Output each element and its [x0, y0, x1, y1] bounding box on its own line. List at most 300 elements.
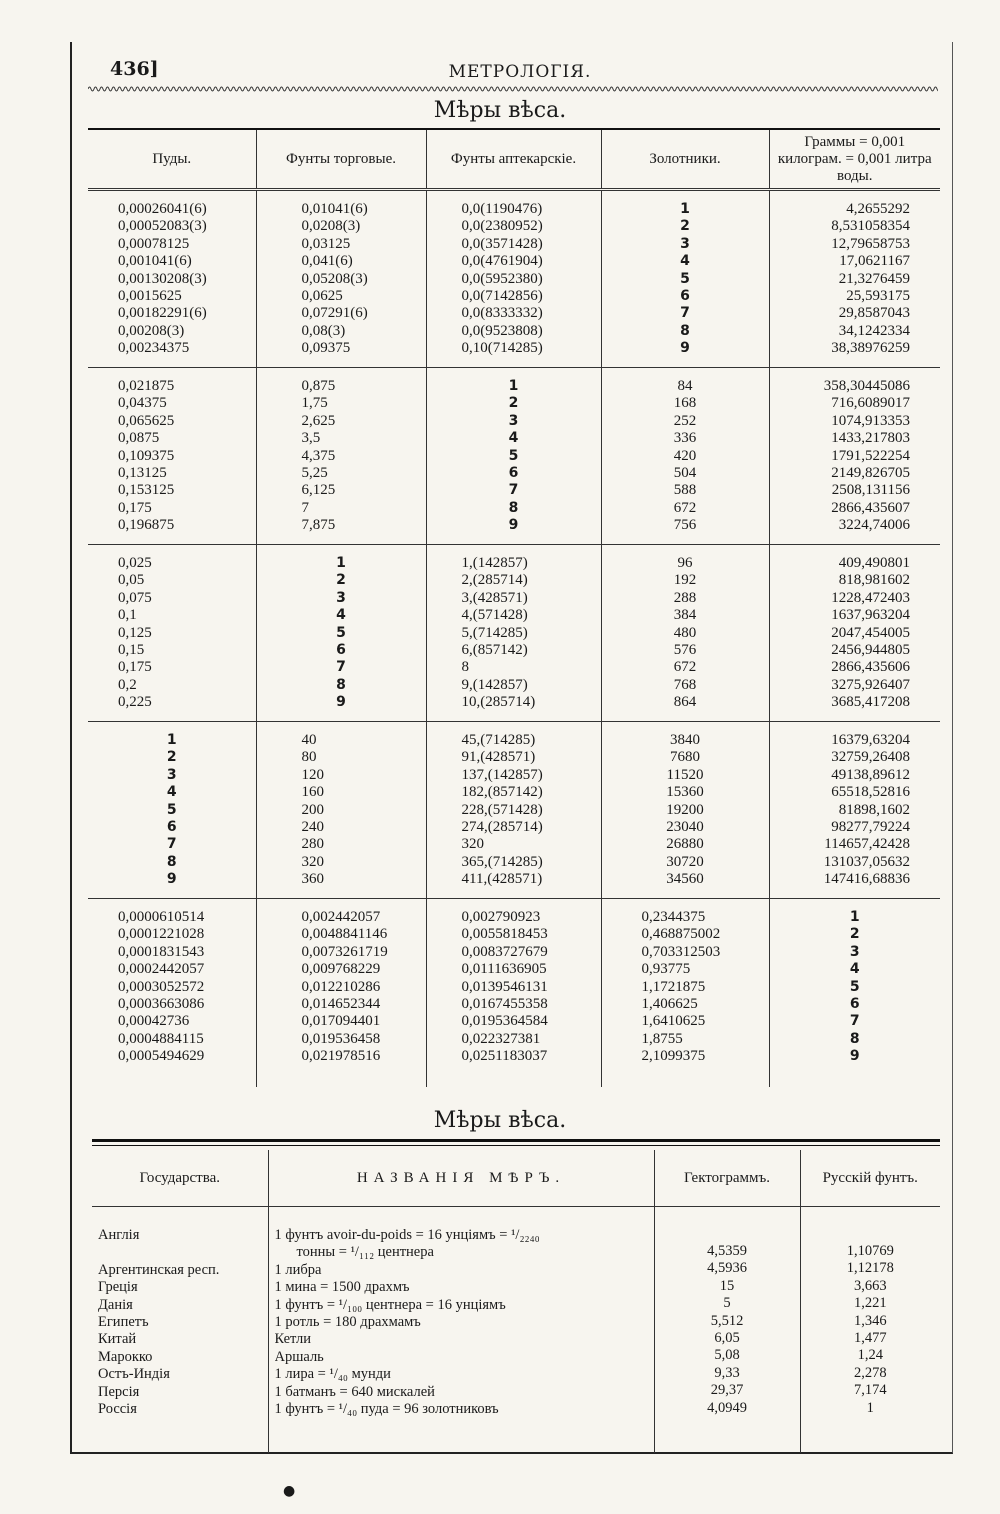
cell-value: 10,(285714) — [461, 694, 536, 711]
cell-value: 240 — [301, 819, 324, 836]
cell-value: 0,09375 — [301, 340, 351, 357]
cell-value: 0,0251183037 — [461, 1048, 548, 1065]
measure-name: Кетли — [274, 1331, 312, 1348]
cell-value: 1,75 — [301, 395, 328, 412]
cell-value: 4 — [166, 784, 177, 801]
cell-value: 0,0015625 — [118, 288, 182, 305]
measure-name: тонны = ¹/₁₁₂ центнера — [296, 1244, 434, 1261]
hectogram-column — [654, 1207, 800, 1454]
cell-value: 0,468875002 — [641, 926, 721, 943]
table-row — [88, 368, 940, 545]
country-name: Египетъ — [98, 1314, 149, 1331]
cell-value: 358,30445086 — [823, 378, 910, 394]
cell-value: 5 — [680, 270, 690, 287]
cell-value: 0,07291(6) — [301, 305, 368, 322]
table-cell — [601, 899, 769, 1088]
cell-value: 0,0001831543 — [118, 943, 205, 960]
col-header-russian-pound: Русскій фунтъ. — [800, 1150, 940, 1207]
cell-value: 0,0139546131 — [461, 978, 548, 995]
table-row — [88, 545, 940, 722]
page-number: 436] — [110, 58, 159, 80]
cell-value: 0,0002442057 — [118, 961, 205, 978]
cell-value: 9,(142857) — [461, 676, 528, 693]
cell-value: 0,0048841146 — [301, 926, 388, 943]
cell-value: 1,6410625 — [641, 1013, 706, 1030]
cell-value: 8 — [508, 499, 519, 516]
cell-value: 16379,63204 — [831, 732, 910, 748]
cell-value: 0,0(9523808) — [461, 322, 543, 339]
cell-value: 6 — [849, 995, 860, 1012]
cell-value: 504 — [673, 465, 697, 482]
cell-value: 0,875 — [301, 378, 336, 394]
cell-value: 0,1 — [118, 607, 137, 624]
cell-value: 0,0(7142856) — [461, 288, 543, 305]
cell-value: 0,0083727679 — [461, 943, 548, 960]
cell-value: 0,03125 — [301, 235, 351, 252]
col-header-funty-aptekarskie: Фунты аптекарскіе. — [426, 130, 601, 190]
table-cell — [88, 368, 256, 545]
col-header-measure-names: НАЗВАНІЯ МѢРЪ. — [268, 1150, 654, 1207]
hectogram-value: 29,37 — [710, 1382, 744, 1399]
russian-pound-value: 1,10769 — [846, 1243, 894, 1259]
measure-name: 1 мина = 1500 драхмъ — [274, 1279, 410, 1296]
cell-value: 0,009768229 — [301, 961, 381, 978]
cell-value: 0,00078125 — [118, 235, 190, 252]
cell-value: 716,6089017 — [831, 395, 910, 412]
cell-value: 0,041(6) — [301, 253, 353, 270]
cell-value: 7 — [680, 305, 690, 322]
cell-value: 7680 — [670, 749, 700, 766]
cell-value: 0,0000610514 — [118, 909, 205, 925]
cell-value: 3840 — [670, 732, 700, 748]
table-body-row — [92, 1207, 940, 1454]
hectogram-value: 4,5936 — [707, 1260, 747, 1277]
cell-value: 9 — [336, 694, 346, 711]
cell-value: 0,00208(3) — [118, 322, 185, 339]
cell-value: 274,(285714) — [461, 819, 543, 836]
cell-value: 1,(142857) — [461, 555, 528, 571]
cell-value: 365,(714285) — [461, 853, 543, 870]
cell-value: 5 — [336, 624, 346, 641]
measure-name: 1 батманъ = 640 мискалей — [274, 1383, 435, 1400]
cell-value: 0,0003052572 — [118, 978, 205, 995]
cell-value: 8 — [461, 659, 469, 676]
cell-value: 2456,944805 — [831, 642, 910, 659]
cell-value: 588 — [673, 482, 697, 499]
cell-value: 0,175 — [118, 659, 152, 676]
cell-value: 420 — [673, 447, 697, 464]
section-title-upper: Мѣры вѣса. — [433, 98, 567, 123]
col-header-hectograms: Гектограммъ. — [654, 1150, 800, 1207]
cell-value: 0,0003663086 — [118, 996, 205, 1013]
col-header-pudy: Пуды. — [88, 130, 256, 190]
cell-value: 0,175 — [118, 499, 152, 516]
cell-value: 0,10(714285) — [461, 340, 543, 357]
cell-value: 6 — [680, 287, 690, 304]
print-mark: ● — [283, 1483, 296, 1499]
cell-value: 17,0621167 — [839, 253, 910, 270]
measure-name: 1 ротль = 180 драхмамъ — [274, 1314, 421, 1331]
cell-value: 2149,826705 — [831, 465, 910, 482]
cell-value: 384 — [673, 607, 697, 624]
cell-value: 131037,05632 — [823, 853, 910, 870]
table-cell — [88, 899, 256, 1088]
cell-value: 0,0(1190476) — [461, 201, 543, 217]
cell-value: 1791,522254 — [831, 447, 910, 464]
cell-value: 5,25 — [301, 465, 328, 482]
table-cell — [426, 368, 601, 545]
cell-value: 8 — [680, 322, 690, 339]
cell-value: 19200 — [666, 801, 704, 818]
cell-value: 137,(142857) — [461, 766, 543, 783]
cell-value: 30720 — [666, 853, 704, 870]
col-header-funty-torgovye: Фунты торговые. — [256, 130, 426, 190]
cell-value: 147416,68836 — [823, 871, 910, 888]
cell-value: 0,017094401 — [301, 1013, 381, 1030]
table-cell — [88, 190, 256, 368]
cell-value: 81898,1602 — [838, 801, 910, 818]
cell-value: 4 — [336, 607, 346, 624]
cell-value: 2 — [336, 572, 346, 589]
cell-value: 409,490801 — [838, 555, 910, 571]
russian-pound-value: 1,12178 — [846, 1260, 894, 1277]
hectogram-value: 6,05 — [714, 1330, 740, 1347]
cell-value: 0,0(3571428) — [461, 235, 543, 252]
country-name: Аргентинская респ. — [98, 1261, 220, 1278]
cell-value: 0,0195364584 — [461, 1013, 548, 1030]
cell-value: 0,00182291(6) — [118, 305, 207, 322]
cell-value: 480 — [673, 624, 697, 641]
cell-value: 2508,131156 — [831, 482, 910, 499]
cell-value: 0,0(5952380) — [461, 270, 543, 287]
cell-value: 2,1099375 — [641, 1048, 706, 1065]
cell-value: 8 — [166, 853, 177, 870]
cell-value: 0,703312503 — [641, 943, 721, 960]
table-header-row — [92, 1150, 940, 1207]
cell-value: 200 — [301, 801, 324, 818]
cell-value: 3 — [680, 235, 690, 252]
cell-value: 0,021875 — [118, 378, 175, 394]
cell-value: 411,(428571) — [461, 871, 543, 888]
table-cell — [256, 722, 426, 899]
cell-value: 3224,74006 — [838, 517, 910, 534]
running-title: МЕТРОЛОГІЯ. — [448, 62, 592, 82]
cell-value: 0,0625 — [301, 288, 343, 305]
cell-value: 768 — [673, 676, 697, 693]
col-header-zolotniki: Золотники. — [601, 130, 769, 190]
cell-value: 5 — [849, 978, 860, 995]
cell-value: 7 — [301, 499, 309, 516]
cell-value: 9 — [680, 340, 690, 357]
cell-value: 1228,472403 — [831, 589, 910, 606]
cell-value: 65518,52816 — [831, 784, 910, 801]
cell-value: 9 — [166, 871, 177, 888]
col-header-grammy: Граммы = 0,001 килограм. = 0,001 литра воды. — [769, 130, 940, 190]
cell-value: 168 — [673, 395, 697, 412]
cell-value: 864 — [673, 694, 697, 711]
measure-name: 1 фунтъ = ¹/₁₀₀ центнера = 16 унціямъ — [274, 1296, 506, 1313]
hectogram-value: 4,5359 — [707, 1243, 747, 1259]
cell-value: 0,0(8333332) — [461, 305, 543, 322]
cell-value: 3,5 — [301, 430, 321, 447]
table-cell — [88, 545, 256, 722]
cell-value: 2047,454005 — [831, 624, 910, 641]
cell-value: 0,0208(3) — [301, 218, 361, 235]
cell-value: 0,08(3) — [301, 322, 346, 339]
cell-value: 0,05 — [118, 572, 145, 589]
table-cell — [769, 899, 940, 1088]
cell-value: 7 — [166, 836, 177, 853]
hectogram-value: 4,0949 — [707, 1399, 747, 1416]
cell-value: 4,2655292 — [846, 201, 910, 217]
table-row — [88, 190, 940, 368]
cell-value: 0,0001221028 — [118, 926, 205, 943]
cell-value: 9 — [508, 517, 519, 534]
cell-value: 0,014652344 — [301, 996, 381, 1013]
cell-value: 0,2344375 — [641, 909, 706, 925]
cell-value: 4 — [508, 430, 519, 447]
cell-value: 7 — [849, 1013, 860, 1030]
cell-value: 3685,417208 — [831, 694, 910, 711]
table-row — [88, 899, 940, 1088]
cell-value: 0,00130208(3) — [118, 270, 207, 287]
cell-value: 6,(857142) — [461, 642, 528, 659]
cell-value: 1433,217803 — [831, 430, 910, 447]
cell-value: 0,00026041(6) — [118, 201, 207, 217]
cell-value: 12,79658753 — [831, 235, 910, 252]
table-cell — [601, 368, 769, 545]
countries-column — [92, 1207, 268, 1454]
russian-pound-value: 1,477 — [853, 1330, 887, 1347]
cell-value: 320 — [461, 836, 484, 853]
cell-value: 91,(428571) — [461, 749, 536, 766]
measure-name: 1 фунтъ = ¹/₄₀ пуда = 96 золотниковъ — [274, 1401, 499, 1418]
cell-value: 6 — [508, 464, 519, 481]
measure-name: 1 фунтъ avoir-du-poids = 16 унціямъ = ¹/₂₂₄₀ — [274, 1227, 540, 1243]
cell-value: 672 — [673, 499, 697, 516]
cell-value: 0,002790923 — [461, 909, 541, 925]
cell-value: 1 — [680, 201, 690, 217]
cell-value: 1074,913353 — [831, 412, 910, 429]
table-cell — [256, 545, 426, 722]
cell-value: 0,04375 — [118, 395, 167, 412]
country-name: Россія — [98, 1401, 137, 1418]
hectogram-value: 15 — [719, 1277, 735, 1294]
cell-value: 3 — [849, 943, 860, 960]
cell-value: 0,012210286 — [301, 978, 381, 995]
cell-value: 0,0875 — [118, 430, 160, 447]
cell-value: 0,019536458 — [301, 1030, 381, 1047]
russian-pound-value: 1,24 — [857, 1347, 883, 1364]
cell-value: 0,05208(3) — [301, 270, 368, 287]
cell-value: 320 — [301, 853, 324, 870]
cell-value: 0,93775 — [641, 961, 691, 978]
cell-value: 160 — [301, 784, 324, 801]
cell-value: 96 — [677, 555, 693, 571]
cell-value: 1,406625 — [641, 996, 698, 1013]
country-name: Остъ-Индія — [98, 1366, 170, 1383]
section-title-lower: Мѣры вѣса. — [433, 1108, 567, 1133]
cell-value: 2866,435606 — [831, 659, 910, 676]
measure-name: Аршаль — [274, 1348, 324, 1365]
cell-value: 6 — [166, 818, 177, 835]
cell-value: 8 — [849, 1030, 860, 1047]
cell-value: 1 — [166, 732, 177, 748]
hectogram-value: 9,33 — [714, 1364, 740, 1381]
measure-name: 1 либра — [274, 1261, 322, 1278]
cell-value: 0,022327381 — [461, 1030, 541, 1047]
cell-value: 29,8587043 — [838, 305, 910, 322]
cell-value: 0,075 — [118, 589, 152, 606]
cell-value: 1,8755 — [641, 1030, 683, 1047]
cell-value: 25,593175 — [846, 288, 910, 305]
weights-conversion-table — [88, 130, 940, 1087]
cell-value: 0,0073261719 — [301, 943, 388, 960]
cell-value: 26880 — [666, 836, 704, 853]
cell-value: 0,0005494629 — [118, 1048, 205, 1065]
cell-value: 0,021978516 — [301, 1048, 381, 1065]
cell-value: 3275,926407 — [831, 676, 910, 693]
cell-value: 45,(714285) — [461, 732, 536, 748]
cell-value: 11520 — [666, 766, 704, 783]
cell-value: 0,153125 — [118, 482, 175, 499]
cell-value: 182,(857142) — [461, 784, 543, 801]
cell-value: 120 — [301, 766, 324, 783]
table-cell — [769, 368, 940, 545]
cell-value: 98277,79224 — [831, 819, 910, 836]
russian-pound-value: 2,278 — [853, 1364, 887, 1381]
table-cell — [256, 899, 426, 1088]
cell-value: 32759,26408 — [831, 749, 910, 766]
cell-value: 2,(285714) — [461, 572, 528, 589]
cell-value: 0,00234375 — [118, 340, 190, 357]
cell-value: 9 — [849, 1048, 860, 1065]
table-cell — [769, 545, 940, 722]
table-cell — [426, 545, 601, 722]
cell-value: 0,196875 — [118, 517, 175, 534]
cell-value: 0,065625 — [118, 412, 175, 429]
hectogram-value: 5,08 — [714, 1347, 740, 1364]
russian-pound-value: 1 — [866, 1399, 874, 1416]
col-header-states: Государства. — [92, 1150, 268, 1207]
cell-value: 34560 — [666, 871, 704, 888]
measure-name: 1 лира = ¹/₄₀ мунди — [274, 1366, 391, 1383]
cell-value: 2 — [508, 395, 519, 412]
cell-value: 34,1242334 — [838, 322, 910, 339]
table-cell — [426, 722, 601, 899]
cell-value: 2 — [849, 926, 860, 943]
cell-value: 0,0004884115 — [118, 1030, 204, 1047]
cell-value: 192 — [673, 572, 697, 589]
cell-value: 228,(571428) — [461, 801, 543, 818]
cell-value: 4,375 — [301, 447, 336, 464]
cell-value: 252 — [673, 412, 697, 429]
cell-value: 0,001041(6) — [118, 253, 192, 270]
cell-value: 0,0167455358 — [461, 996, 548, 1013]
cell-value: 84 — [677, 378, 693, 394]
cell-value: 0,00042736 — [118, 1013, 190, 1030]
cell-value: 0,125 — [118, 624, 152, 641]
cell-value: 3,(428571) — [461, 589, 528, 606]
cell-value: 4 — [680, 253, 690, 270]
cell-value: 280 — [301, 836, 324, 853]
table-cell — [256, 190, 426, 368]
table-cell — [601, 190, 769, 368]
cell-value: 0,13125 — [118, 465, 167, 482]
russian-pound-value: 7,174 — [853, 1382, 887, 1399]
table-cell — [88, 722, 256, 899]
cell-value: 4,(571428) — [461, 607, 528, 624]
country-name: Китай — [98, 1331, 137, 1348]
cell-value: 1 — [849, 909, 860, 925]
cell-value: 15360 — [666, 784, 704, 801]
cell-value: 0,01041(6) — [301, 201, 368, 217]
cell-value: 5 — [166, 801, 177, 818]
cell-value: 0,2 — [118, 676, 137, 693]
cell-value: 21,3276459 — [838, 270, 910, 287]
country-name: Греція — [98, 1279, 138, 1296]
cell-value: 7,875 — [301, 517, 336, 534]
cell-value: 8,531058354 — [831, 218, 910, 235]
table-cell — [426, 899, 601, 1088]
cell-value: 0,002442057 — [301, 909, 381, 925]
cell-value: 2 — [680, 218, 690, 235]
cell-value: 7 — [336, 659, 346, 676]
cell-value: 38,38976259 — [831, 340, 910, 357]
measures-column — [268, 1207, 654, 1454]
cell-value: 1,1721875 — [641, 978, 706, 995]
cell-value: 1 — [336, 555, 346, 571]
cell-value: 0,0(4761904) — [461, 253, 543, 270]
russian-pound-value: 3,663 — [853, 1277, 887, 1294]
cell-value: 8 — [336, 676, 346, 693]
cell-value: 0,0(2380952) — [461, 218, 543, 235]
cell-value: 336 — [673, 430, 697, 447]
cell-value: 114657,42428 — [824, 836, 910, 853]
country-name: Англія — [98, 1227, 140, 1243]
cell-value: 756 — [673, 517, 697, 534]
cell-value: 0,109375 — [118, 447, 175, 464]
cell-value: 49138,89612 — [831, 766, 910, 783]
cell-value: 5,(714285) — [461, 624, 528, 641]
table-cell — [601, 545, 769, 722]
cell-value: 288 — [673, 589, 697, 606]
cell-value: 0,15 — [118, 642, 145, 659]
cell-value: 0,0111636905 — [461, 961, 547, 978]
cell-value: 6,125 — [301, 482, 336, 499]
cell-value: 0,0055818453 — [461, 926, 548, 943]
country-name: Марокко — [98, 1348, 153, 1365]
cell-value: 3 — [336, 589, 346, 606]
rule — [92, 1139, 940, 1142]
table-cell — [769, 190, 940, 368]
table-header-row — [88, 130, 940, 190]
russian-pound-value: 1,221 — [853, 1295, 887, 1312]
country-name: Персія — [98, 1383, 140, 1400]
cell-value: 2866,435607 — [831, 499, 910, 516]
table-cell — [601, 722, 769, 899]
cell-value: 3 — [166, 766, 177, 783]
cell-value: 23040 — [666, 819, 704, 836]
cell-value: 40 — [301, 732, 317, 748]
rule — [92, 1145, 940, 1146]
cell-value: 6 — [336, 641, 346, 658]
cell-value: 360 — [301, 871, 324, 888]
cell-value: 672 — [673, 659, 697, 676]
cell-value: 0,025 — [118, 555, 152, 571]
cell-value: 5 — [508, 447, 519, 464]
table-cell — [256, 368, 426, 545]
